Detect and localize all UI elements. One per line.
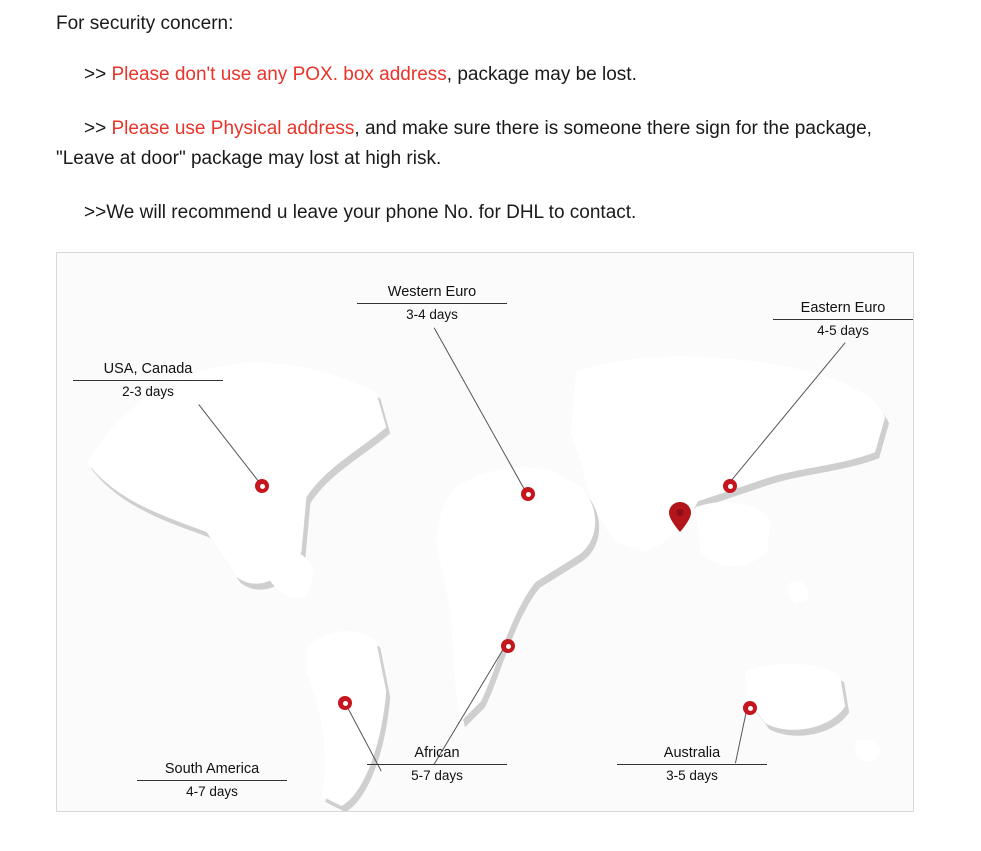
marker-eastern-euro: [723, 479, 737, 493]
notice-line-2: [56, 114, 925, 174]
notice-highlight-2: Please use Physical address: [111, 118, 355, 139]
label-western-euro-days: 3-4 days: [406, 307, 458, 322]
label-australia-name: Australia: [617, 745, 767, 765]
security-notice: [0, 0, 981, 228]
label-usa-canada-name: USA, Canada: [73, 361, 223, 381]
label-south-america-days: 4-7 days: [186, 784, 238, 799]
label-eastern-euro: [773, 300, 913, 339]
notice-text-3: We will recommend u leave your phone No. for DHL to contact.: [106, 202, 637, 223]
notice-highlight-1: Please don't use any POX. box address: [111, 64, 447, 85]
label-western-euro: [357, 284, 507, 323]
label-south-america: [137, 761, 287, 800]
marker-african: [501, 639, 515, 653]
notice-title: For security concern:: [56, 13, 234, 34]
shipping-time-map: [56, 252, 914, 812]
notice-line-3: [56, 198, 925, 228]
label-eastern-euro-days: 4-5 days: [817, 323, 869, 338]
label-western-euro-name: Western Euro: [357, 284, 507, 304]
marker-south-america: [338, 696, 352, 710]
label-australia-days: 3-5 days: [666, 768, 718, 783]
label-african-days: 5-7 days: [411, 768, 463, 783]
notice-marker-3: >>: [84, 202, 107, 223]
label-african-name: African: [367, 745, 507, 765]
marker-usa-canada: [255, 479, 269, 493]
notice-marker-2: >>: [84, 118, 112, 139]
origin-pin-icon: [669, 502, 691, 532]
label-african: [367, 745, 507, 784]
label-usa-canada-days: 2-3 days: [122, 384, 174, 399]
marker-australia: [743, 701, 757, 715]
label-south-america-name: South America: [137, 761, 287, 781]
notice-text-2: , and make sure there is someone there sign for the package, "Leave at door" package may lost at high risk.: [56, 118, 872, 169]
notice-text-1: , package may be lost.: [446, 64, 637, 85]
notice-marker-1: >>: [84, 64, 112, 85]
notice-line-1: [56, 60, 925, 90]
label-usa-canada: [73, 361, 223, 400]
label-eastern-euro-name: Eastern Euro: [773, 300, 913, 320]
marker-western-euro: [521, 487, 535, 501]
label-australia: [617, 745, 767, 784]
